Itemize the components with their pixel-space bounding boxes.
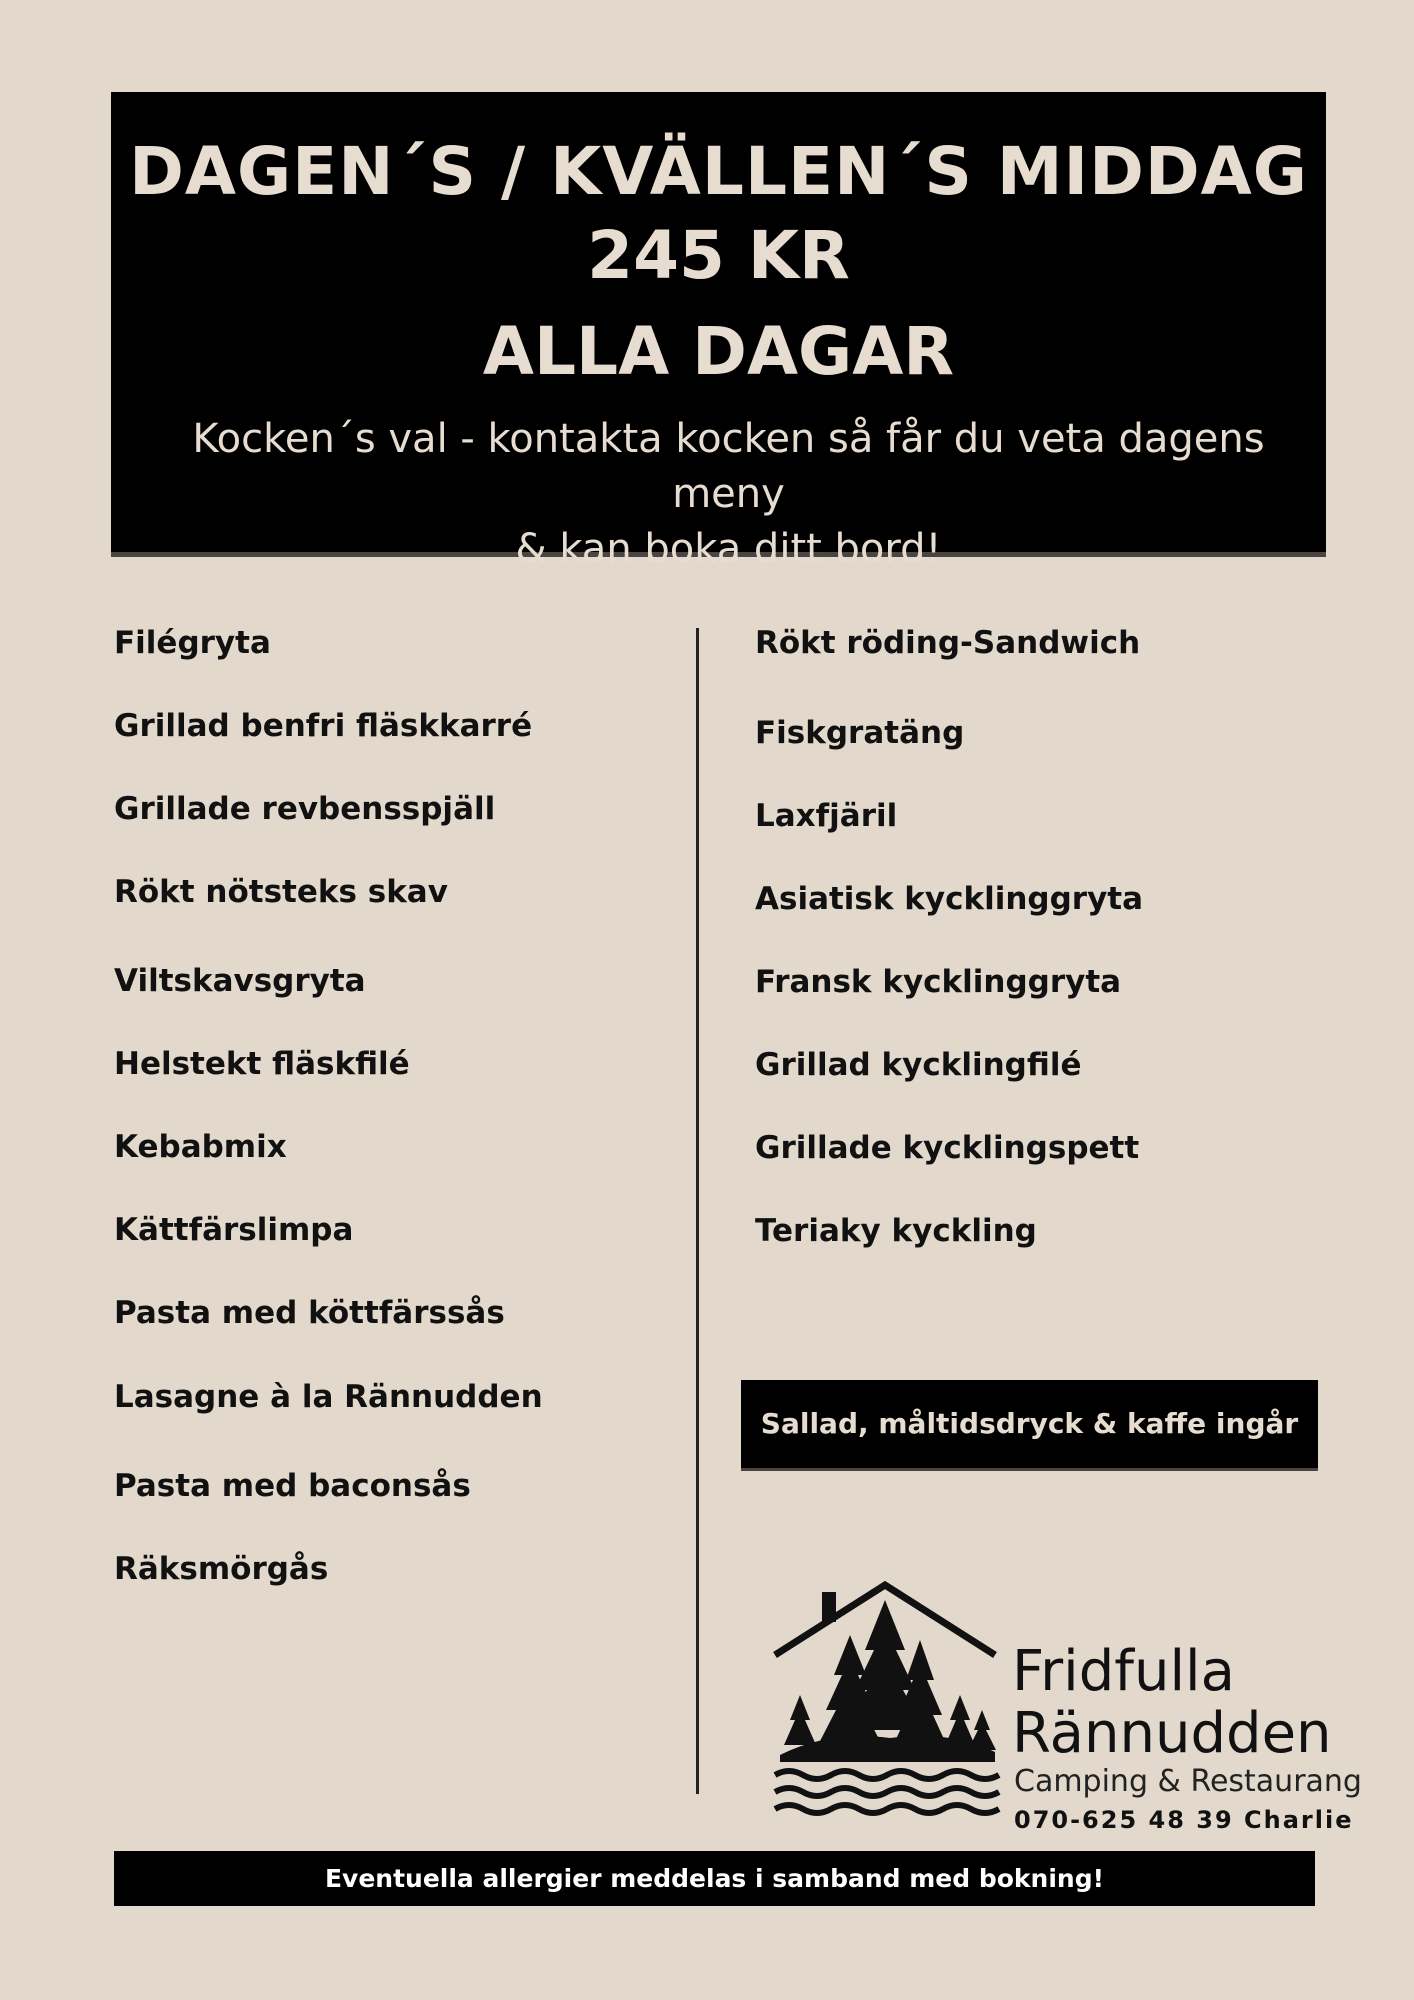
menu-item: Rökt nötsteks skav bbox=[114, 874, 448, 910]
menu-item: Grillad benfri fläskkarré bbox=[114, 708, 533, 744]
brand-tagline: Camping & Restaurang bbox=[1014, 1764, 1362, 1799]
menu-item: Filégryta bbox=[114, 625, 271, 661]
menu-item: Kättfärslimpa bbox=[114, 1212, 354, 1248]
menu-item: Räksmörgås bbox=[114, 1551, 329, 1587]
column-divider bbox=[696, 628, 699, 1794]
menu-title: DAGEN´S / KVÄLLEN´S MIDDAG bbox=[129, 133, 1308, 210]
allergy-notice: Eventuella allergier meddelas i samband med bokning! bbox=[114, 1851, 1315, 1906]
menu-item: Helstekt fläskfilé bbox=[114, 1046, 410, 1082]
menu-item: Fransk kycklinggryta bbox=[755, 964, 1122, 1000]
menu-item: Pasta med köttfärssås bbox=[114, 1295, 505, 1331]
menu-item: Pasta med baconsås bbox=[114, 1468, 471, 1504]
menu-price: 245 KR bbox=[587, 217, 850, 294]
menu-subtitle bbox=[151, 412, 1306, 577]
menu-availability: ALLA DAGAR bbox=[482, 313, 955, 390]
menu-header-banner bbox=[111, 92, 1326, 572]
menu-item: Viltskavsgryta bbox=[114, 963, 366, 999]
menu-item: Laxfjäril bbox=[755, 798, 898, 834]
menu-item: Fiskgratäng bbox=[755, 715, 965, 751]
menu-item: Rökt röding-Sandwich bbox=[755, 625, 1141, 661]
menu-item: Grillade kycklingspett bbox=[755, 1130, 1140, 1166]
menu-subtitle-line-1: Kocken´s val - kontakta kocken så får du veta dagens meny bbox=[192, 416, 1265, 517]
menu-item: Kebabmix bbox=[114, 1129, 287, 1165]
menu-item: Teriaky kyckling bbox=[755, 1213, 1037, 1249]
menu-item: Grillade revbensspjäll bbox=[114, 791, 496, 827]
included-items-badge: Sallad, måltidsdryck & kaffe ingår bbox=[741, 1380, 1318, 1468]
menu-item: Grillad kycklingfilé bbox=[755, 1047, 1082, 1083]
brand-name-line-1: Fridfulla bbox=[1012, 1639, 1235, 1704]
menu-subtitle-line-2: & kan boka ditt bord! bbox=[515, 526, 942, 572]
brand-name-line-2: Rännudden bbox=[1012, 1701, 1332, 1766]
contact-phone: 070-625 48 39 Charlie bbox=[1014, 1806, 1354, 1834]
menu-item: Lasagne à la Rännudden bbox=[114, 1379, 543, 1415]
menu-item: Asiatisk kycklinggryta bbox=[755, 881, 1144, 917]
